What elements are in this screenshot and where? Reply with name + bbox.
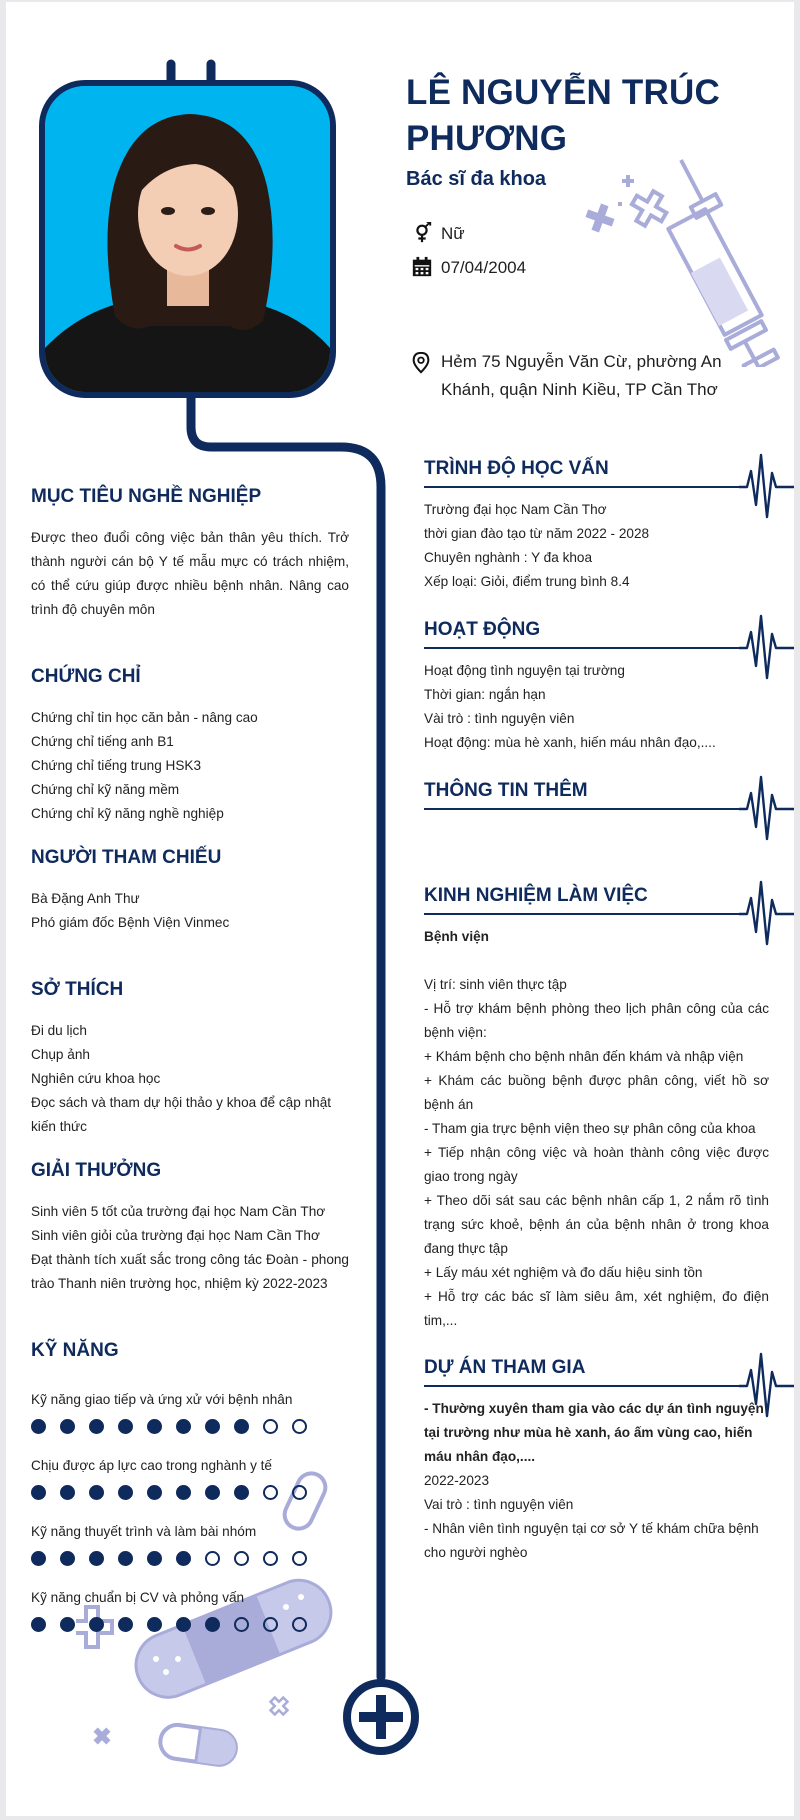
section-rule — [424, 647, 744, 649]
cv-page — [6, 2, 794, 1816]
skill-item — [31, 1524, 307, 1566]
list-item: Đạt thành tích xuất sắc trong công tác Đoàn - phong trào Thanh niên trường học, nhiệm kỳ 2022-2023 — [31, 1252, 349, 1291]
skill-rating — [31, 1419, 307, 1434]
projects-title: DỰ ÁN THAM GIA — [424, 1357, 586, 1378]
references-title: NGƯỜI THAM CHIẾU — [31, 847, 222, 868]
skills-title: KỸ NĂNG — [31, 1340, 119, 1361]
skill-item — [31, 1590, 307, 1632]
rating-dot-empty — [292, 1485, 307, 1500]
gender-value: Nữ — [441, 224, 465, 243]
list-item: + Lấy máu xét nghiệm và đo dấu hiệu sinh tồn — [424, 1265, 703, 1280]
list-item: Vị trí: sinh viên thực tập — [424, 977, 567, 992]
projects-lead: - Thường xuyên tham gia vào các dự án tình nguyện tại trường như mùa hè xanh, áo ấm vùng cao, hiến máu nhân đạo,.... — [424, 1401, 764, 1464]
list-item: Hoạt động: mùa hè xanh, hiến máu nhân đạo,.... — [424, 735, 716, 750]
rating-dot-filled — [60, 1551, 75, 1566]
more-info-title: THÔNG TIN THÊM — [424, 780, 588, 801]
rating-dot-empty — [263, 1485, 278, 1500]
list-item: Sinh viên giỏi của trường đại học Nam Cần Thơ — [31, 1228, 320, 1243]
activities-title: HOẠT ĐỘNG — [424, 619, 541, 640]
rating-dot-filled — [118, 1419, 133, 1434]
experience-section — [424, 885, 794, 1328]
awards-list — [31, 1200, 349, 1296]
list-item: - Tham gia trực bệnh viện theo sự phân công của khoa — [424, 1121, 756, 1136]
experience-list — [424, 925, 769, 1333]
list-item: + Khám bệnh cho bệnh nhân đến khám và nhập viện — [424, 1049, 744, 1064]
list-item: Chứng chỉ tiếng trung HSK3 — [31, 758, 202, 773]
list-item: + Theo dõi sát sau các bệnh nhân cấp 1, 2 nắm rõ tình trạng sức khoẻ, bệnh án của bệnh nhân ở trong khoa đang thực tập — [424, 1193, 769, 1256]
rating-dot-filled — [147, 1485, 162, 1500]
activities-list — [424, 659, 769, 755]
rating-dot-filled — [176, 1485, 191, 1500]
rating-dot-empty — [292, 1419, 307, 1434]
rating-dot-empty — [263, 1617, 278, 1632]
section-rule — [424, 1385, 744, 1387]
hobbies-list — [31, 1019, 349, 1139]
section-rule — [424, 486, 744, 488]
skill-label: Chịu được áp lực cao trong nghành y tế — [31, 1458, 272, 1473]
rating-dot-filled — [60, 1419, 75, 1434]
activities-section — [424, 619, 794, 750]
skill-item — [31, 1392, 307, 1434]
skill-label: Kỹ năng giao tiếp và ứng xử với bệnh nhân — [31, 1392, 293, 1407]
name-line-2: PHƯƠNG — [406, 119, 568, 158]
more-info-section — [424, 780, 794, 810]
awards-title: GIẢI THƯỞNG — [31, 1160, 162, 1181]
calendar-icon — [411, 256, 433, 278]
gender-icon — [411, 222, 433, 244]
list-item: Chứng chỉ tiếng anh B1 — [31, 734, 174, 749]
rating-dot-filled — [176, 1551, 191, 1566]
name-line-1: LÊ NGUYỄN TRÚC — [406, 73, 720, 112]
rating-dot-filled — [147, 1551, 162, 1566]
list-item: Chụp ảnh — [31, 1047, 90, 1062]
profile-photo — [39, 80, 336, 398]
location-pin-icon — [411, 352, 431, 374]
rating-dot-empty — [263, 1419, 278, 1434]
rating-dot-empty — [234, 1617, 249, 1632]
education-section — [424, 458, 794, 589]
list-item: + Hỗ trợ các bác sĩ làm siêu âm, xét nghiệm, đo điện tim,... — [424, 1289, 769, 1328]
list-item: Đi du lịch — [31, 1023, 87, 1038]
projects-list — [424, 1397, 769, 1565]
rating-dot-empty — [292, 1617, 307, 1632]
skill-rating — [31, 1551, 307, 1566]
certificates-list — [31, 706, 349, 826]
education-list — [424, 498, 769, 594]
syringe-icon — [566, 152, 786, 367]
skill-item — [31, 1458, 307, 1500]
rating-dot-filled — [234, 1485, 249, 1500]
list-item: Chuyên nghành : Y đa khoa — [424, 550, 593, 565]
ecg-icon — [739, 755, 794, 845]
section-rule — [424, 808, 744, 810]
rating-dot-filled — [60, 1485, 75, 1500]
projects-section — [424, 1357, 794, 1560]
avatar — [45, 86, 330, 392]
skill-rating — [31, 1617, 307, 1632]
rating-dot-filled — [205, 1485, 220, 1500]
objective-title: MỤC TIÊU NGHỀ NGHIỆP — [31, 486, 262, 507]
list-item: Sinh viên 5 tốt của trường đại học Nam Cần Thơ — [31, 1204, 326, 1219]
rating-dot-filled — [89, 1485, 104, 1500]
rating-dot-filled — [31, 1551, 46, 1566]
rating-dot-filled — [205, 1617, 220, 1632]
skill-label: Kỹ năng chuẩn bị CV và phỏng vấn — [31, 1590, 245, 1605]
skill-rating — [31, 1485, 307, 1500]
rating-dot-filled — [60, 1617, 75, 1632]
rating-dot-empty — [292, 1551, 307, 1566]
education-title: TRÌNH ĐỘ HỌC VẤN — [424, 458, 609, 479]
rating-dot-empty — [234, 1551, 249, 1566]
objective-text: Được theo đuổi công việc bản thân yêu thích. Trở thành người cán bộ Y tế mẫu mực có trách nhiệm, có thể cứu giúp được nhiều bệnh nhân. Nâng cao trình độ chuyên môn — [31, 530, 349, 617]
list-item: Đọc sách và tham dự hội thảo y khoa để cập nhật kiến thức — [31, 1095, 332, 1134]
list-item: Trường đại học Nam Cần Thơ — [424, 502, 607, 517]
list-item: Thời gian: ngắn hạn — [424, 687, 546, 702]
list-item: + Khám các buồng bệnh được phân công, viết hồ sơ bệnh án — [424, 1073, 769, 1112]
section-rule — [424, 913, 744, 915]
list-item: + Tiếp nhận công việc và hoàn thành công việc được giao trong ngày — [424, 1145, 769, 1184]
list-item: - Hỗ trợ khám bệnh phòng theo lịch phân công của các bệnh viện: — [424, 1001, 769, 1040]
rating-dot-filled — [31, 1485, 46, 1500]
pill-icon — [154, 1720, 244, 1772]
rating-dot-filled — [31, 1419, 46, 1434]
rating-dot-empty — [263, 1551, 278, 1566]
list-item: Phó giám đốc Bệnh Viện Vinmec — [31, 915, 230, 930]
rating-dot-filled — [118, 1485, 133, 1500]
experience-title: KINH NGHIỆM LÀM VIỆC — [424, 885, 648, 906]
job-title: Bác sĩ đa khoa — [406, 168, 547, 190]
experience-org: Bệnh viện — [424, 929, 489, 944]
list-item: Vai trò : tình nguyện viên — [424, 1497, 574, 1512]
address-value: Hẻm 75 Nguyễn Văn Cừ, phường An Khánh, quận Ninh Kiều, TP Cần Thơ — [441, 352, 722, 399]
rating-dot-filled — [31, 1617, 46, 1632]
rating-dot-filled — [147, 1617, 162, 1632]
list-item: 2022-2023 — [424, 1473, 490, 1488]
list-item: Chứng chỉ tin học căn bản - nâng cao — [31, 710, 258, 725]
skill-label: Kỹ năng thuyết trình và làm bài nhóm — [31, 1524, 257, 1539]
list-item: Bà Đặng Anh Thư — [31, 891, 140, 906]
rating-dot-filled — [118, 1617, 133, 1632]
list-item: - Nhân viên tình nguyện tại cơ sở Y tế khám chữa bệnh cho người nghèo — [424, 1521, 759, 1560]
rating-dot-empty — [205, 1551, 220, 1566]
rating-dot-filled — [89, 1551, 104, 1566]
list-item: Hoạt động tình nguyện tại trường — [424, 663, 625, 678]
list-item: Chứng chỉ kỹ năng nghề nghiệp — [31, 806, 224, 821]
certificates-title: CHỨNG CHỈ — [31, 666, 141, 687]
rating-dot-filled — [176, 1419, 191, 1434]
list-item: Vài trò : tình nguyện viên — [424, 711, 575, 726]
full-name — [406, 70, 786, 162]
rating-dot-filled — [234, 1419, 249, 1434]
rating-dot-filled — [205, 1419, 220, 1434]
rating-dot-filled — [89, 1617, 104, 1632]
rating-dot-filled — [89, 1419, 104, 1434]
hobbies-title: SỞ THÍCH — [31, 979, 124, 1000]
list-item: Xếp loại: Giỏi, điểm trung bình 8.4 — [424, 574, 630, 589]
dob-value: 07/04/2004 — [441, 258, 527, 277]
list-item: Chứng chỉ kỹ năng mềm — [31, 782, 180, 797]
rating-dot-filled — [147, 1419, 162, 1434]
list-item: thời gian đào tạo từ năm 2022 - 2028 — [424, 526, 650, 541]
references-list — [31, 887, 349, 935]
rating-dot-filled — [118, 1551, 133, 1566]
rating-dot-filled — [176, 1617, 191, 1632]
list-item: Nghiên cứu khoa học — [31, 1071, 161, 1086]
